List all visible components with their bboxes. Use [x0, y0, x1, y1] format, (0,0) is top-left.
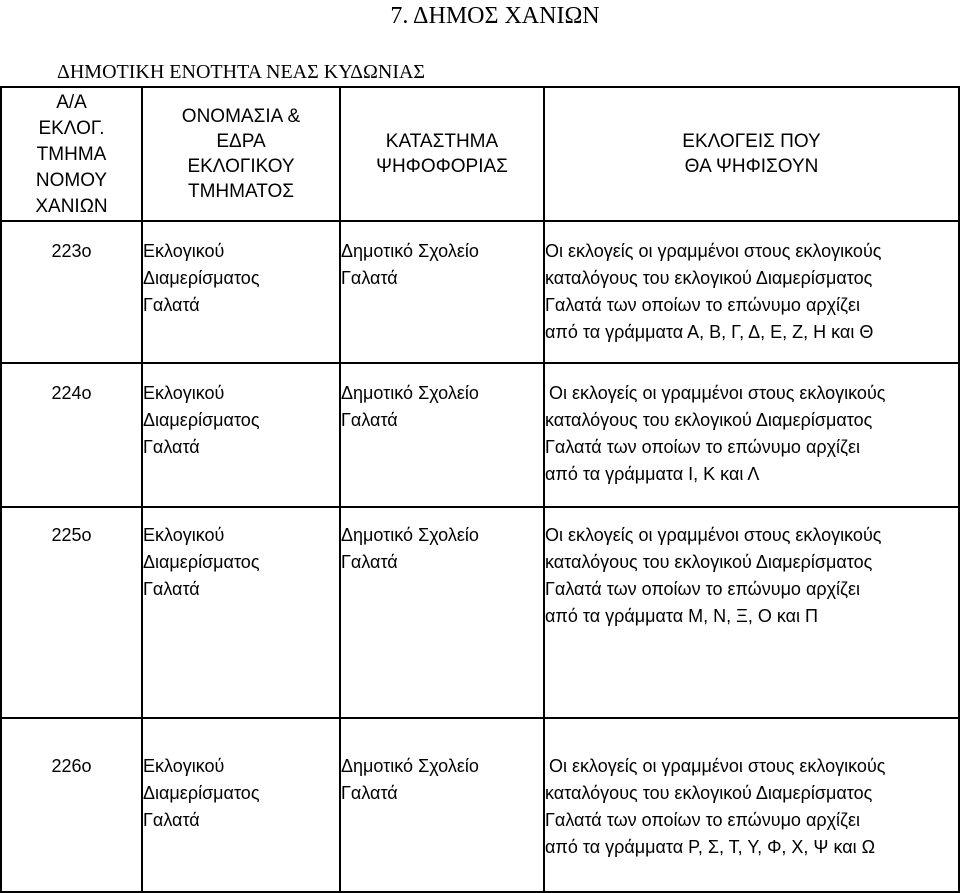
header-line: ΝΟΜΟΥ	[35, 170, 108, 191]
store-line: Δημοτικό Σχολείο	[341, 241, 479, 261]
voters-line: Γαλατά των οποίων το επώνυμο αρχίζει	[545, 810, 860, 830]
page-title: 7. ΔΗΜΟΣ ΧΑΝΙΩΝ	[390, 3, 600, 29]
table-row	[1, 363, 959, 507]
header-line: ΨΗΦΟΦΟΡΙΑΣ	[376, 156, 508, 177]
table-row	[1, 718, 959, 892]
district-line: Εκλογικού	[143, 241, 225, 261]
district-line: Εκλογικού	[143, 756, 225, 776]
section-district	[142, 221, 340, 363]
header-section-name	[142, 87, 340, 221]
voters-line: Γαλατά των οποίων το επώνυμο αρχίζει	[545, 579, 860, 599]
header-line: ΤΜΗΜΑΤΟΣ	[187, 181, 295, 202]
section-district	[142, 507, 340, 718]
district-line: Διαμερίσματος	[143, 410, 260, 430]
voters-line: από τα γράμματα Α, Β, Γ, Δ, Ε, Ζ, Η και Θ	[545, 322, 874, 342]
voters-line: Γαλατά των οποίων το επώνυμο αρχίζει	[545, 295, 860, 315]
voters-line: Οι εκλογείς οι γραμμένοι στους εκλογικούς	[549, 383, 886, 403]
section-district	[142, 718, 340, 892]
district-line: Διαμερίσματος	[143, 783, 260, 803]
district-line: Εκλογικού	[143, 383, 225, 403]
voters-line: Οι εκλογείς οι γραμμένοι στους εκλογικούς	[545, 525, 882, 545]
store-line: Δημοτικό Σχολείο	[341, 756, 479, 776]
header-section-number	[1, 87, 142, 221]
header-line: ΘΑ ΨΗΦΙΣΟΥΝ	[684, 156, 819, 177]
voters-line: Γαλατά των οποίων το επώνυμο αρχίζει	[545, 437, 860, 457]
section-number: 224ο	[1, 363, 142, 507]
polling-stations-table	[0, 86, 960, 893]
store-line: Δημοτικό Σχολείο	[341, 525, 479, 545]
voters-line: Οι εκλογείς οι γραμμένοι στους εκλογικούς	[545, 241, 882, 261]
table-header-row	[1, 87, 959, 221]
header-line: ΕΚΛΟΓ.	[38, 118, 105, 139]
table-row	[1, 221, 959, 363]
store-line: Γαλατά	[341, 268, 398, 288]
header-voters	[544, 87, 959, 221]
header-line: ΕΔΡΑ	[216, 131, 266, 152]
voters-line: καταλόγους του εκλογικού Διαμερίσματος	[545, 410, 873, 430]
voters-line: καταλόγους του εκλογικού Διαμερίσματος	[545, 552, 873, 572]
section-number: 226ο	[1, 718, 142, 892]
header-line: ΤΜΗΜΑ	[36, 144, 107, 165]
header-line: ΟΝΟΜΑΣΙΑ &	[181, 106, 301, 127]
section-number: 223ο	[1, 221, 142, 363]
header-line: ΚΑΤΑΣΤΗΜΑ	[385, 131, 499, 152]
district-line: Γαλατά	[143, 810, 200, 830]
header-polling-place	[340, 87, 544, 221]
table-row	[1, 507, 959, 718]
store-line: Γαλατά	[341, 552, 398, 572]
eligible-voters	[544, 363, 959, 507]
header-line: ΕΚΛΟΓΕΙΣ ΠΟΥ	[682, 131, 821, 152]
store-line: Γαλατά	[341, 783, 398, 803]
district-line: Διαμερίσματος	[143, 268, 260, 288]
district-line: Γαλατά	[143, 579, 200, 599]
eligible-voters	[544, 221, 959, 363]
voters-line: Οι εκλογείς οι γραμμένοι στους εκλογικούς	[549, 756, 886, 776]
header-line: ΧΑΝΙΩΝ	[35, 196, 108, 217]
section-district	[142, 363, 340, 507]
eligible-voters	[544, 507, 959, 718]
voters-line: από τα γράμματα Ι, Κ και Λ	[545, 464, 760, 484]
district-line: Εκλογικού	[143, 525, 225, 545]
store-line: Δημοτικό Σχολείο	[341, 383, 479, 403]
polling-place	[340, 363, 544, 507]
section-number: 225ο	[1, 507, 142, 718]
district-line: Διαμερίσματος	[143, 552, 260, 572]
polling-place	[340, 507, 544, 718]
district-line: Γαλατά	[143, 295, 200, 315]
municipal-unit-title: ΔΗΜΟΤΙΚΗ ΕΝΟΤΗΤΑ ΝΕΑΣ ΚΥΔΩΝΙΑΣ	[57, 61, 426, 83]
store-line: Γαλατά	[341, 410, 398, 430]
polling-place	[340, 718, 544, 892]
voters-line: από τα γράμματα Μ, Ν, Ξ, Ο και Π	[545, 606, 819, 626]
district-line: Γαλατά	[143, 437, 200, 457]
header-line: ΕΚΛΟΓΙΚΟΥ	[187, 156, 295, 177]
eligible-voters	[544, 718, 959, 892]
voters-line: από τα γράμματα Ρ, Σ, Τ, Υ, Φ, Χ, Ψ και Ω	[545, 837, 876, 857]
header-line: Α/Α	[56, 92, 87, 113]
voters-line: καταλόγους του εκλογικού Διαμερίσματος	[545, 783, 873, 803]
voters-line: καταλόγους του εκλογικού Διαμερίσματος	[545, 268, 873, 288]
polling-place	[340, 221, 544, 363]
